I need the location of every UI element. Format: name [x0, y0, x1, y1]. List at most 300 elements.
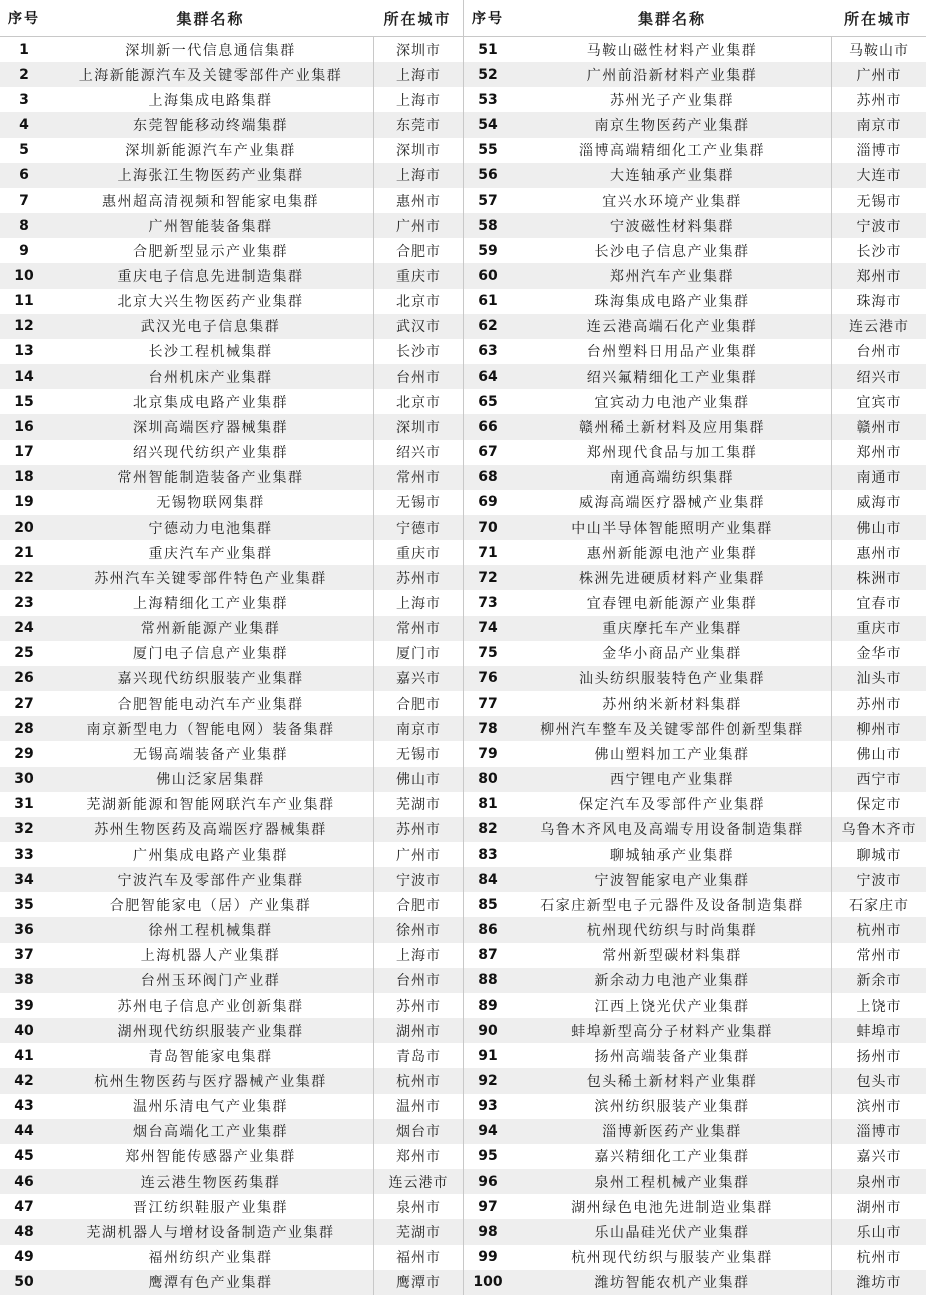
cluster-name: 重庆汽车产业集群	[148, 545, 273, 562]
table-row	[463, 339, 926, 364]
cluster-name: 淄博新医药产业集群	[602, 1124, 742, 1141]
city-name: 苏州市	[831, 691, 926, 716]
cluster-name: 广州智能装备集群	[148, 218, 273, 235]
table-row	[463, 1219, 926, 1244]
city-name: 无锡市	[831, 188, 926, 213]
cluster-name: 深圳新一代信息通信集群	[125, 42, 296, 59]
table-row	[463, 1018, 926, 1043]
table-row	[463, 968, 926, 993]
row-index: 60	[478, 267, 498, 284]
row-index: 85	[478, 896, 498, 913]
table-row	[463, 993, 926, 1018]
city-name: 长沙市	[373, 339, 463, 364]
cluster-name: 珠海集成电路产业集群	[594, 294, 750, 311]
row-index: 12	[14, 318, 34, 335]
city-name: 新余市	[831, 968, 926, 993]
city-name: 苏州市	[831, 87, 926, 112]
row-index: 65	[478, 393, 498, 410]
table-row	[0, 943, 463, 968]
city-name: 惠州市	[373, 188, 463, 213]
city-name: 徐州市	[373, 917, 463, 942]
city-name: 无锡市	[373, 741, 463, 766]
table-row	[0, 37, 463, 62]
cluster-name: 宜春锂电新能源产业集群	[586, 596, 758, 613]
row-index: 20	[14, 519, 34, 536]
table-row	[463, 716, 926, 741]
table-row	[463, 289, 926, 314]
table-row	[463, 87, 926, 112]
row-index: 100	[473, 1274, 503, 1291]
row-index: 4	[19, 117, 29, 134]
city-name: 包头市	[831, 1068, 926, 1093]
cluster-name: 江西上饶光伏产业集群	[594, 998, 750, 1015]
table-row	[0, 163, 463, 188]
cluster-name: 扬州高端装备产业集群	[594, 1048, 750, 1065]
city-name: 苏州市	[373, 817, 463, 842]
city-name: 连云港市	[831, 314, 926, 339]
row-index: 58	[478, 217, 498, 234]
cluster-name: 宁波汽车及零部件产业集群	[117, 872, 304, 889]
row-index: 40	[14, 1022, 34, 1039]
table-row	[0, 892, 463, 917]
row-index: 97	[478, 1198, 498, 1215]
table-row	[463, 263, 926, 288]
cluster-name: 湖州绿色电池先进制造业集群	[571, 1199, 773, 1216]
table-row	[463, 842, 926, 867]
cluster-name: 蚌埠新型高分子材料产业集群	[571, 1023, 773, 1040]
row-index: 86	[478, 922, 498, 939]
cluster-name: 杭州现代纺织与时尚集群	[586, 923, 758, 940]
table-row	[463, 414, 926, 439]
table-row	[0, 465, 463, 490]
city-name: 常州市	[373, 616, 463, 641]
table-row	[0, 1119, 463, 1144]
row-index: 79	[478, 745, 498, 762]
cluster-name: 长沙工程机械集群	[148, 344, 273, 361]
row-index: 13	[14, 343, 34, 360]
row-index: 2	[19, 66, 29, 83]
city-name: 湖州市	[373, 1018, 463, 1043]
city-name: 深圳市	[373, 138, 463, 163]
row-index: 94	[478, 1123, 498, 1140]
table-row	[463, 917, 926, 942]
cluster-name: 武汉光电子信息集群	[140, 319, 281, 336]
table-row	[463, 112, 926, 137]
city-name: 金华市	[831, 641, 926, 666]
cluster-name: 芜湖新能源和智能网联汽车产业集群	[86, 797, 335, 814]
cluster-name: 中山半导体智能照明产业集群	[571, 520, 773, 537]
cluster-name: 新余动力电池产业集群	[594, 973, 750, 990]
table-row	[463, 590, 926, 615]
row-index: 10	[14, 267, 34, 284]
cluster-name: 大连轴承产业集群	[610, 168, 734, 185]
table-row	[0, 1144, 463, 1169]
city-name: 台州市	[831, 339, 926, 364]
row-index: 70	[478, 519, 498, 536]
cluster-name: 广州集成电路产业集群	[133, 847, 288, 864]
table-row	[0, 917, 463, 942]
row-index: 37	[14, 947, 34, 964]
cluster-name: 北京集成电路产业集群	[133, 394, 288, 411]
city-name: 珠海市	[831, 289, 926, 314]
row-index: 38	[14, 972, 34, 989]
table-row	[463, 163, 926, 188]
cluster-name: 连云港高端石化产业集群	[586, 319, 758, 336]
cluster-name: 汕头纺织服装特色产业集群	[579, 671, 765, 688]
cluster-name: 杭州现代纺织与服装产业集群	[571, 1250, 773, 1267]
cluster-name: 台州玉环阀门产业群	[140, 973, 281, 990]
cluster-name: 厦门电子信息产业集群	[133, 646, 288, 663]
cluster-name: 温州乐清电气产业集群	[133, 1099, 288, 1116]
cluster-name: 上海新能源汽车及关键零部件产业集群	[78, 67, 343, 84]
cluster-name: 无锡高端装备产业集群	[133, 746, 288, 763]
row-index: 3	[19, 91, 29, 108]
table-row	[463, 792, 926, 817]
table-row	[463, 364, 926, 389]
city-name: 南通市	[831, 465, 926, 490]
table-row	[463, 741, 926, 766]
city-name: 上海市	[373, 590, 463, 615]
row-index: 83	[478, 846, 498, 863]
city-name: 扬州市	[831, 1043, 926, 1068]
cluster-name: 苏州电子信息产业创新集群	[117, 998, 304, 1015]
row-index: 61	[478, 293, 498, 310]
cluster-name: 湖州现代纺织服装产业集群	[117, 1023, 304, 1040]
cluster-name: 烟台高端化工产业集群	[133, 1124, 288, 1141]
row-index: 89	[478, 997, 498, 1014]
city-name: 宁德市	[373, 515, 463, 540]
table-row	[463, 817, 926, 842]
table-row	[463, 1245, 926, 1270]
table-row	[0, 691, 463, 716]
cluster-name: 无锡物联网集群	[156, 495, 265, 512]
table-row	[463, 616, 926, 641]
city-name: 广州市	[373, 213, 463, 238]
cluster-name: 威海高端医疗器械产业集群	[579, 495, 765, 512]
table-row	[0, 1169, 463, 1194]
city-name: 上海市	[373, 62, 463, 87]
city-name: 上海市	[373, 87, 463, 112]
city-name: 赣州市	[831, 414, 926, 439]
city-name: 福州市	[373, 1245, 463, 1270]
city-name: 青岛市	[373, 1043, 463, 1068]
cluster-name: 苏州生物医药及高端医疗器械集群	[94, 822, 327, 839]
city-name: 东莞市	[373, 112, 463, 137]
table-row	[0, 263, 463, 288]
header-cluster-name: 集群名称	[637, 9, 706, 28]
cluster-name: 佛山塑料加工产业集群	[594, 746, 750, 763]
cluster-name: 保定汽车及零部件产业集群	[579, 797, 765, 814]
city-name: 杭州市	[831, 1245, 926, 1270]
table-row	[463, 490, 926, 515]
table-row	[463, 1068, 926, 1093]
row-index: 78	[478, 720, 498, 737]
header-cluster-name: 集群名称	[176, 9, 245, 28]
cluster-name: 深圳高端医疗器械集群	[133, 419, 288, 436]
city-name: 台州市	[373, 364, 463, 389]
city-name: 石家庄市	[831, 892, 926, 917]
cluster-name: 合肥智能家电（居）产业集群	[109, 897, 312, 914]
table-row	[0, 1270, 463, 1295]
cluster-name: 惠州超高清视频和智能家电集群	[102, 193, 319, 210]
table-row	[0, 767, 463, 792]
row-index: 19	[14, 494, 34, 511]
table-row	[0, 188, 463, 213]
cluster-name: 苏州纳米新材料集群	[602, 696, 742, 713]
cluster-name: 连云港生物医药集群	[140, 1174, 281, 1191]
city-name: 北京市	[373, 289, 463, 314]
city-name: 宁波市	[831, 213, 926, 238]
city-name: 泉州市	[831, 1169, 926, 1194]
table-row	[463, 138, 926, 163]
city-name: 乌鲁木齐市	[831, 817, 926, 842]
row-index: 39	[14, 997, 34, 1014]
cluster-name: 上海精细化工产业集群	[133, 596, 288, 613]
row-index: 16	[14, 418, 34, 435]
table-row	[463, 1270, 926, 1295]
city-name: 深圳市	[373, 414, 463, 439]
row-index: 27	[14, 695, 34, 712]
cluster-name: 台州机床产业集群	[148, 369, 273, 386]
row-index: 41	[14, 1047, 34, 1064]
row-index: 66	[478, 418, 498, 435]
table-row	[463, 213, 926, 238]
city-name: 南京市	[831, 112, 926, 137]
table-row	[0, 1245, 463, 1270]
table-row	[0, 968, 463, 993]
cluster-name: 宁波磁性材料集群	[610, 218, 734, 235]
row-index: 22	[14, 569, 34, 586]
table-row	[0, 238, 463, 263]
table-row	[463, 892, 926, 917]
city-name: 上饶市	[831, 993, 926, 1018]
city-name: 上海市	[373, 163, 463, 188]
city-name: 深圳市	[373, 37, 463, 62]
city-name: 淄博市	[831, 1119, 926, 1144]
table-row	[0, 565, 463, 590]
table-row	[463, 691, 926, 716]
city-name: 宜宾市	[831, 389, 926, 414]
city-name: 绍兴市	[373, 440, 463, 465]
cluster-name: 惠州新能源电池产业集群	[586, 545, 758, 562]
row-index: 91	[478, 1047, 498, 1064]
table-row	[463, 1043, 926, 1068]
row-index: 73	[478, 595, 498, 612]
cluster-name: 潍坊智能农机产业集群	[594, 1275, 750, 1292]
cluster-name: 赣州稀土新材料及应用集群	[579, 419, 765, 436]
row-index: 67	[478, 444, 498, 461]
cluster-name: 南京新型电力（智能电网）装备集群	[86, 721, 335, 738]
row-index: 25	[14, 645, 34, 662]
city-name: 乐山市	[831, 1219, 926, 1244]
cluster-name: 西宁锂电产业集群	[610, 772, 734, 789]
table-row	[463, 641, 926, 666]
table-row	[463, 1194, 926, 1219]
table-row	[463, 1094, 926, 1119]
table-row	[0, 1194, 463, 1219]
row-index: 62	[478, 318, 498, 335]
city-name: 佛山市	[831, 515, 926, 540]
cluster-name: 绍兴氟精细化工产业集群	[586, 369, 758, 386]
row-index: 1	[19, 41, 29, 58]
table-row	[463, 666, 926, 691]
header-index: 序号	[8, 11, 40, 27]
table-row	[0, 490, 463, 515]
city-name: 北京市	[373, 389, 463, 414]
table-header-right	[463, 0, 926, 37]
row-index: 31	[14, 796, 34, 813]
table-row	[463, 465, 926, 490]
city-name: 烟台市	[373, 1119, 463, 1144]
table-row	[0, 138, 463, 163]
city-name: 连云港市	[373, 1169, 463, 1194]
row-index: 68	[478, 469, 498, 486]
table-row	[463, 1119, 926, 1144]
city-name: 西宁市	[831, 767, 926, 792]
row-index: 46	[14, 1173, 34, 1190]
cluster-name: 郑州智能传感器产业集群	[125, 1149, 296, 1166]
table-row	[0, 540, 463, 565]
row-index: 74	[478, 620, 498, 637]
cluster-name: 泉州工程机械产业集群	[594, 1174, 750, 1191]
city-name: 蚌埠市	[831, 1018, 926, 1043]
city-name: 苏州市	[373, 565, 463, 590]
city-name: 合肥市	[373, 892, 463, 917]
city-name: 郑州市	[831, 263, 926, 288]
city-name: 芜湖市	[373, 1219, 463, 1244]
cluster-name: 合肥新型显示产业集群	[133, 243, 288, 260]
table-row	[0, 314, 463, 339]
row-index: 7	[19, 192, 29, 209]
row-index: 69	[478, 494, 498, 511]
row-index: 84	[478, 871, 498, 888]
table-row	[0, 213, 463, 238]
city-name: 常州市	[373, 465, 463, 490]
city-name: 合肥市	[373, 238, 463, 263]
cluster-name: 株洲先进硬质材料产业集群	[579, 570, 765, 587]
row-index: 82	[478, 821, 498, 838]
cluster-name: 郑州汽车产业集群	[610, 268, 734, 285]
cluster-name: 滨州纺织服装产业集群	[594, 1099, 750, 1116]
city-name: 汕头市	[831, 666, 926, 691]
city-name: 泉州市	[373, 1194, 463, 1219]
table-row	[0, 741, 463, 766]
cluster-name: 晋江纺织鞋服产业集群	[133, 1199, 288, 1216]
cluster-name: 宁德动力电池集群	[148, 520, 273, 537]
cluster-name: 石家庄新型电子元器件及设备制造集群	[540, 897, 804, 914]
row-index: 56	[478, 167, 498, 184]
table-row	[0, 993, 463, 1018]
cluster-name: 重庆电子信息先进制造集群	[117, 268, 304, 285]
row-index: 26	[14, 670, 34, 687]
row-index: 32	[14, 821, 34, 838]
cluster-name: 乌鲁木齐风电及高端专用设备制造集群	[540, 822, 804, 839]
row-index: 30	[14, 771, 34, 788]
city-name: 合肥市	[373, 691, 463, 716]
row-index: 23	[14, 595, 34, 612]
row-index: 55	[478, 142, 498, 159]
cluster-name: 苏州光子产业集群	[610, 92, 734, 109]
city-name: 绍兴市	[831, 364, 926, 389]
table-body-right	[463, 37, 926, 1295]
cluster-name: 宜兴水环境产业集群	[602, 193, 742, 210]
cluster-name: 青岛智能家电集群	[148, 1048, 273, 1065]
city-name: 重庆市	[373, 540, 463, 565]
row-index: 21	[14, 544, 34, 561]
row-index: 42	[14, 1072, 34, 1089]
city-name: 惠州市	[831, 540, 926, 565]
row-index: 5	[19, 142, 29, 159]
city-name: 湖州市	[831, 1194, 926, 1219]
row-index: 51	[478, 41, 498, 58]
cluster-name: 徐州工程机械集群	[148, 923, 273, 940]
table-row	[463, 37, 926, 62]
table-row	[0, 1219, 463, 1244]
cluster-name: 马鞍山磁性材料产业集群	[586, 42, 758, 59]
table-row	[463, 62, 926, 87]
table-row	[463, 867, 926, 892]
row-index: 47	[14, 1198, 34, 1215]
table-row	[0, 339, 463, 364]
row-index: 6	[19, 167, 29, 184]
city-name: 广州市	[831, 62, 926, 87]
table-row	[463, 389, 926, 414]
table-row	[463, 440, 926, 465]
row-index: 44	[14, 1123, 34, 1140]
cluster-name: 常州智能制造装备产业集群	[117, 470, 304, 487]
table-row	[463, 515, 926, 540]
table-row	[0, 867, 463, 892]
cluster-name: 苏州汽车关键零部件特色产业集群	[94, 570, 327, 587]
cluster-name: 芜湖机器人与增材设备制造产业集群	[86, 1224, 335, 1241]
row-index: 50	[14, 1274, 34, 1291]
table-row	[463, 565, 926, 590]
row-index: 99	[478, 1249, 498, 1266]
table-row	[0, 62, 463, 87]
row-index: 92	[478, 1072, 498, 1089]
cluster-name: 乐山晶硅光伏产业集群	[594, 1224, 750, 1241]
table-row	[463, 1144, 926, 1169]
table-row	[0, 1043, 463, 1068]
header-index: 序号	[472, 11, 504, 27]
table-row	[0, 641, 463, 666]
table-row	[0, 590, 463, 615]
cluster-name: 柳州汽车整车及关键零部件创新型集群	[540, 721, 804, 738]
table-row	[0, 716, 463, 741]
table-row	[463, 1169, 926, 1194]
row-index: 52	[478, 66, 498, 83]
city-name: 重庆市	[373, 263, 463, 288]
row-index: 34	[14, 871, 34, 888]
table-row	[0, 440, 463, 465]
row-index: 48	[14, 1223, 34, 1240]
table-row	[0, 817, 463, 842]
cluster-name: 包头稀土新材料产业集群	[586, 1073, 758, 1090]
table-row	[0, 389, 463, 414]
row-index: 72	[478, 569, 498, 586]
cluster-name: 南京生物医药产业集群	[594, 118, 750, 135]
cluster-name: 南通高端纺织集群	[610, 470, 734, 487]
row-index: 98	[478, 1223, 498, 1240]
cluster-name: 聊城轴承产业集群	[610, 847, 734, 864]
city-name: 厦门市	[373, 641, 463, 666]
row-index: 57	[478, 192, 498, 209]
city-name: 滨州市	[831, 1094, 926, 1119]
cluster-name: 北京大兴生物医药产业集群	[117, 294, 304, 311]
city-name: 宁波市	[831, 867, 926, 892]
row-index: 96	[478, 1173, 498, 1190]
cluster-name: 深圳新能源汽车产业集群	[125, 143, 296, 160]
